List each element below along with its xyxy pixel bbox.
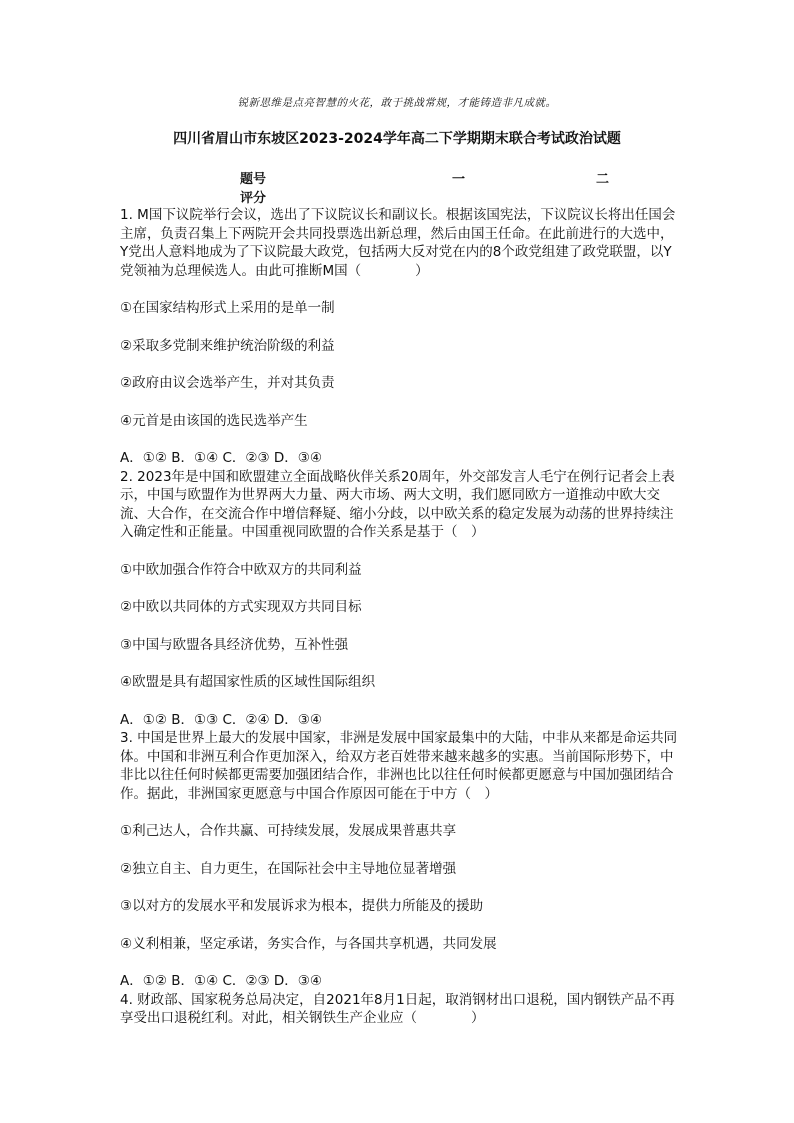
page-title: 四川省眉山市东坡区2023-2024学年高二下学期期末联合考试政治试题	[173, 131, 621, 147]
question-3-answers: A．①② B．①④ C．②③ D．③④	[120, 973, 323, 989]
question-1-option-1: ①在国家结构形式上采用的是单一制	[120, 300, 335, 316]
header-motto: 锐新思维是点亮智慧的火花，敢于挑战常规，才能铸造非凡成就。	[237, 97, 557, 109]
question-1-option-3: ②政府由议会选举产生，并对其负责	[120, 375, 335, 391]
question-2-answers: A．①② B．①③ C．②④ D．③④	[120, 711, 323, 728]
question-4-stem: 4. 财政部、国家税务总局决定，自2021年8月1日起，取消钢材出口退税，国内钢铁产品不再享受出口退税红利。对此，相关钢铁生产企业应（ ）	[120, 991, 675, 1026]
score-row-number	[240, 168, 680, 187]
score-table	[240, 168, 680, 206]
question-3-stem: 3. 中国是世界上最大的发展中国家，非洲是发展中国家最集中的大陆，中非从来都是命运共同体。中国和非洲互利合作更加深入，给双方老百姓带来越来越多的实惠。当前国际形势下，中非比以往任何时候都更需要加强团结合作，非洲也比以往任何时候都更愿意与中国加强团结合作。据此，非洲国家更愿意与中国合作原因可能在于中方（ ）	[120, 730, 678, 802]
question-2-option-1: ①中欧加强合作符合中欧双方的共同利益	[120, 561, 362, 578]
question-2-option-2: ②中欧以共同体的方式实现双方共同目标	[120, 599, 362, 615]
score-col-1: 一	[452, 172, 466, 187]
question-3-option-4: ④义利相兼，坚定承诺，务实合作，与各国共享机遇，共同发展	[120, 935, 497, 952]
score-row-score	[240, 187, 680, 206]
score-label-number: 题号	[240, 172, 267, 187]
question-3-option-2: ②独立自主、自力更生，在国际社会中主导地位显著增强	[120, 860, 457, 877]
question-1-stem: 1. M国下议院举行会议，选出了下议院议长和副议长。根据该国宪法，下议院议长将出任国会主席，负责召集上下两院开会共同投票选出新总理，然后由国王任命。在此前进行的大选中，Y党出人意料地成为了下议院最大政党，包括两大反对党在内的8个政党组建了政党联盟，以Y党领袖为总理候选人。由此可推断M国（ ）	[120, 207, 676, 279]
question-3-option-1: ①利己达人，合作共赢、可持续发展，发展成果普惠共享	[120, 823, 457, 839]
question-1-option-2: ②采取多党制来维护统治阶级的利益	[120, 337, 335, 354]
score-label-score: 评分	[240, 191, 267, 206]
question-3-option-3: ③以对方的发展水平和发展诉求为根本，提供力所能及的援助	[120, 898, 484, 914]
question-2-stem: 2. 2023年是中国和欧盟建立全面战略伙伴关系20周年，外交部发言人毛宁在例行记者会上表示，中国与欧盟作为世界两大力量、两大市场、两大文明，我们愿同欧方一道推动中欧大交流、大合作，在交流合作中增信释疑、缩小分歧，以中欧关系的稳定发展为动荡的世界持续注入确定性和正能量。中国重视同欧盟的合作关系是基于（ ）	[120, 468, 675, 540]
question-2-option-4: ④欧盟是具有超国家性质的区域性国际组织	[120, 674, 376, 690]
question-list	[120, 206, 680, 1028]
question-1-option-4: ④元首是由该国的选民选举产生	[120, 412, 308, 429]
question-1-answers: A．①② B．①④ C．②③ D．③④	[120, 450, 323, 466]
question-2-option-3: ③中国与欧盟各具经济优势，互补性强	[120, 636, 349, 653]
score-col-2: 二	[596, 172, 610, 187]
